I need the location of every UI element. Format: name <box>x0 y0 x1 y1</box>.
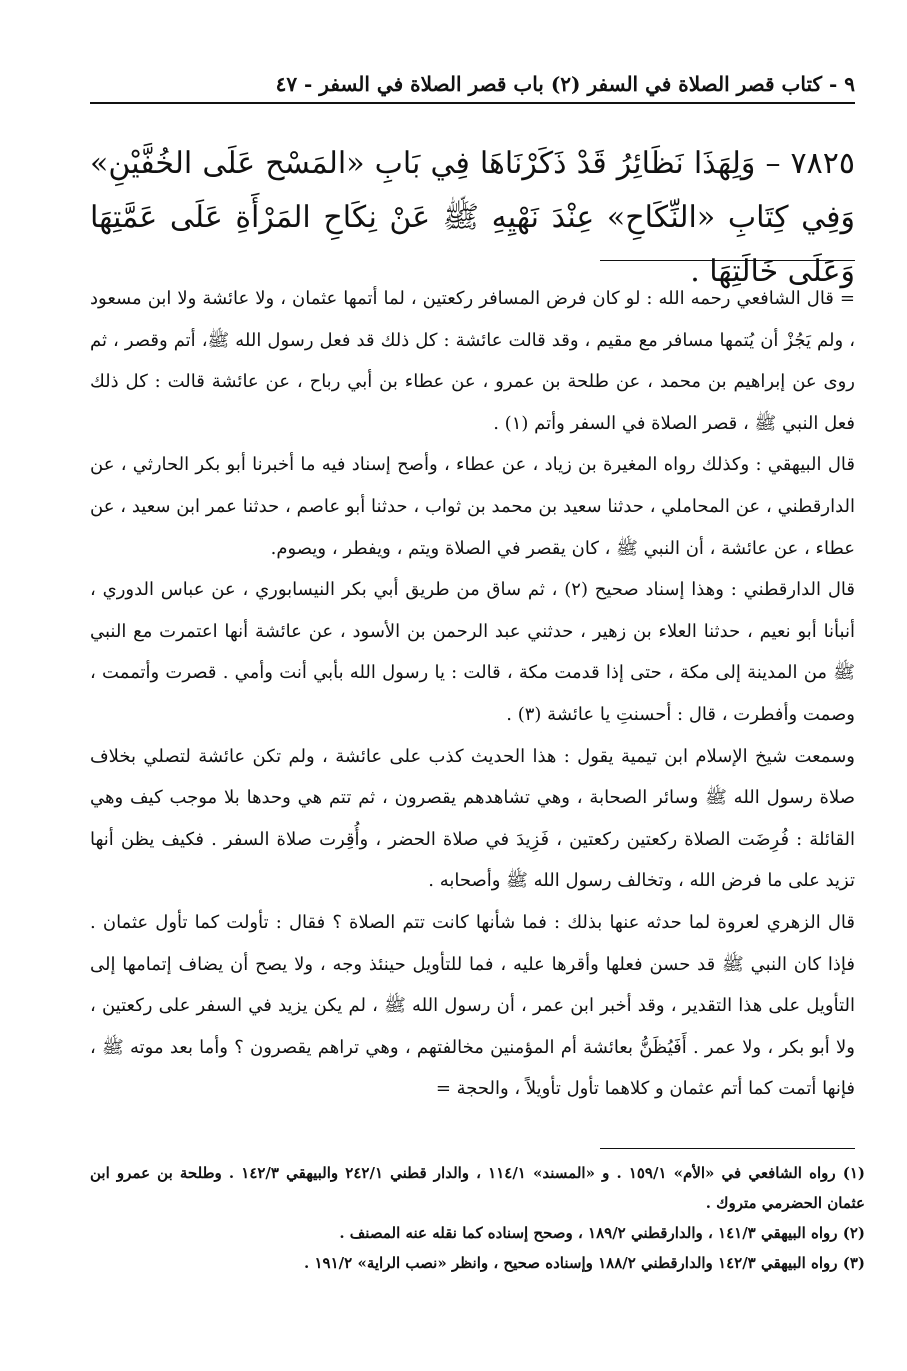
header-rule <box>90 102 855 104</box>
commentary <box>90 278 855 1110</box>
commentary-paragraph: قال البيهقي : وكذلك رواه المغيرة بن زياد ، عن عطاء ، وأصح إسناد فيه ما أخبرنا أبو بكر الحارثي ، عن الدارقطني ، عن المحاملي ، حدثنا سعيد بن محمد بن ثواب ، حدثنا أبو عاصم ، حدثنا عمر ابن سعيد ، عن عطاء ، عن عائشة ، أن النبي ﷺ ، كان يقصر في الصلاة ويتم ، ويفطر ، ويصوم. <box>90 454 855 559</box>
footnote-item: (١) رواه الشافعي في «الأم» ١٥٩/١ . و «المسند» ١١٤/١ ، والدار قطني ٢٤٢/١ والبيهقي ١٤٢/٣ . وطلحة بن عمرو ابن عثمان الحضرمي متروك . <box>90 1164 866 1212</box>
commentary-paragraph: قال الزهري لعروة لما حدثه عنها بذلك : فما شأنها كانت تتم الصلاة ؟ فقال : تأولت كما تأول عثمان . فإذا كان النبي ﷺ قد حسن فعلها وأقرها عليه ، فما للتأويل حينئذ وجه ، ولا يصح أن يضاف إتمامها إلى التأويل على هذا التقدير ، وقد أخبر ابن عمر ، أن رسول الله ﷺ ، لم يكن يزيد في السفر على ركعتين ، ولا أبو بكر ، ولا عمر . أَفَيُظَنُّ بعائشة أم المؤمنين مخالفتهم ، وهي تراهم يقصرون ؟ وأما بعد موته ﷺ ، فإنها أتمت كما أتم عثمان و كلاهما تأول تأويلاً ، والحجة = <box>90 911 855 1100</box>
footnote-item: (٢) رواه البيهقي ١٤١/٣ ، والدارقطني ١٨٩/٢ ، وصحح إسناده كما نقله عنه المصنف . <box>339 1224 865 1242</box>
footnote-separator <box>600 1148 855 1149</box>
main-text-separator <box>600 260 855 261</box>
commentary-paragraph: وسمعت شيخ الإسلام ابن تيمية يقول : هذا الحديث كذب على عائشة ، ولم تكن عائشة لتصلي بخلاف صلاة رسول الله ﷺ وسائر الصحابة ، وهي تشاهدهم يقصرون ، ثم تتم هي وحدها بلا موجب كيف وهي القائلة : فُرِضَت الصلاة ركعتين ركعتين ، فَزِيدَ في صلاة الحضر ، وأُقِرت صلاة السفر . فكيف يظن أنها تزيد على ما فرض الله ، وتخالف رسول الله ﷺ وأصحابه . <box>90 745 855 892</box>
running-header: ٩ - كتاب قصر الصلاة في السفر (٢) باب قصر الصلاة في السفر - ٤٧ <box>275 72 855 96</box>
commentary-paragraph: قال الدارقطني : وهذا إسناد صحيح (٢) ، ثم ساق من طريق أبي بكر النيسابوري ، عن عباس الدوري ، أنبأنا أبو نعيم ، حدثنا العلاء بن زهير ، حدثني عبد الرحمن بن الأسود ، عن عائشة أنها اعتمرت مع النبي ﷺ من المدينة إلى مكة ، حتى إذا قدمت مكة ، قالت : يا رسول الله بأبي أنت وأمي . قصرت وأتممت ، وصمت وأفطرت ، قال : أحسنتِ يا عائشة (٣) . <box>90 579 855 725</box>
commentary-paragraph: = قال الشافعي رحمه الله : لو كان فرض المسافر ركعتين ، لما أتمها عثمان ، ولا عائشة ولا ابن مسعود ، ولم يَجُزْ أن يُتمها مسافر مع مقيم ، وقد قالت عائشة : كل ذلك قد فعل رسول الله ﷺ، أتم وقصر ، ثم روى عن إبراهيم بن محمد ، عن طلحة بن عمرو ، عن عطاء بن أبي رباح ، عن عائشة قالت : كل ذلك فعل النبي ﷺ ، قصر الصلاة في السفر وأتم (١) . <box>90 288 855 434</box>
footnotes <box>90 1158 865 1278</box>
footnote-item: (٣) رواه البيهقي ١٤٢/٣ والدارقطني ١٨٨/٢ وإسناده صحيح ، وانظر «نصب الراية» ١٩١/٢ . <box>304 1254 865 1272</box>
main-text-passage: ٧٨٢٥ – وَلِهَذَا نَظَائِرُ قَدْ ذَكَرْنَاهَا فِي بَابِ «المَسْح عَلَى الخُفَّيْنِ» وَفِي كِتَابِ «النِّكَاحِ» عِنْدَ نَهْيِهِ ﷺ عَنْ نِكَاحِ المَرْأَةِ عَلَى عَمَّتِهَا وَعَلَى خَالَتِهَا . <box>90 146 855 289</box>
